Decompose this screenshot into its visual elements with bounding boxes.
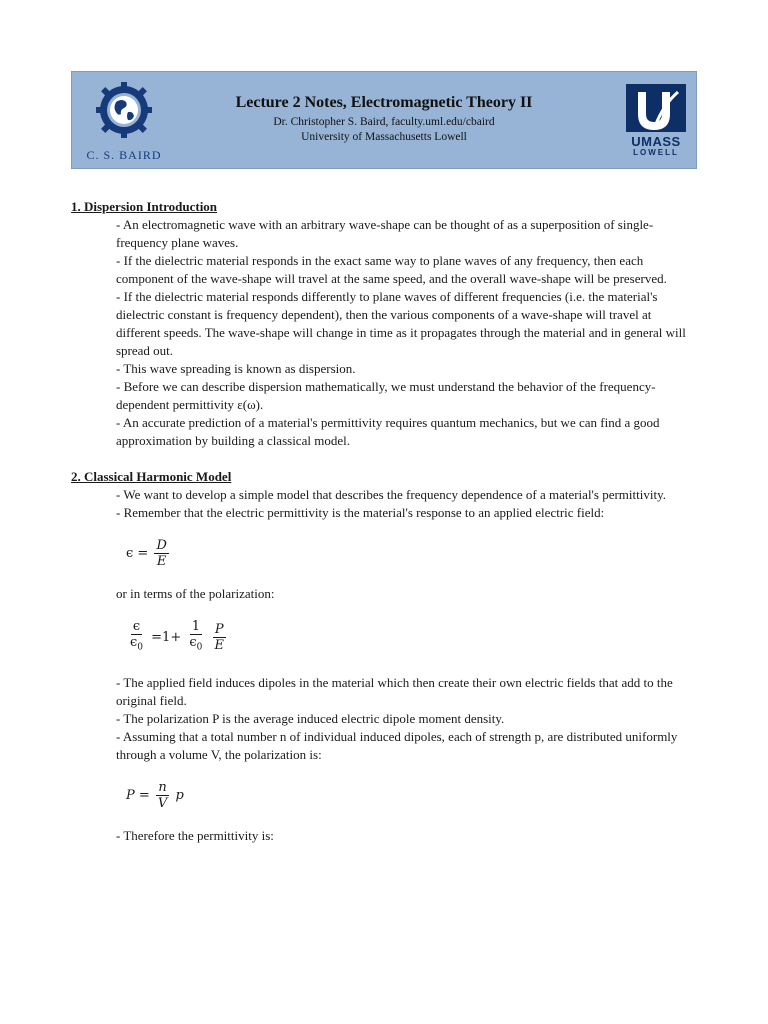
lecture-header bbox=[71, 71, 697, 169]
paragraph: - Remember that the electric permittivity is the material's response to an applied electric field: bbox=[116, 505, 605, 520]
logo-left-label: C. S. BAIRD bbox=[86, 148, 162, 162]
paragraph: - The polarization P is the average induced electric dipole moment density. bbox=[116, 710, 505, 726]
paragraph: - An electromagnetic wave with an arbitrary wave-shape can be thought of as a superposition of single-frequency plane waves. bbox=[116, 217, 654, 250]
gear-globe-icon bbox=[94, 80, 154, 144]
equation-polarization: P = $\frac{n}{V}$ p bbox=[126, 779, 184, 811]
institution-line: University of Massachusetts Lowell bbox=[301, 131, 467, 143]
section-heading-dispersion: 1. Dispersion Introduction bbox=[71, 199, 218, 214]
paragraph: - If the dielectric material responds in the exact same way to plane waves of any frequency, then each component of the wave-shape will travel at the same speed, and the overall wave-shape will be preserved. bbox=[116, 253, 667, 286]
paragraph: - The applied field induces dipoles in the material which then create their own electric fields that add to the original field. bbox=[116, 674, 673, 708]
equation-permittivity bbox=[126, 538, 699, 569]
header-text-block bbox=[182, 94, 586, 145]
author-line: Dr. Christopher S. Baird, faculty.uml.edu/cbaird bbox=[273, 116, 495, 128]
section-heading-harmonic: 2. Classical Harmonic Model bbox=[71, 469, 232, 484]
fraction: $\frac{1}{\epsilon_0}$ bbox=[189, 619, 203, 653]
document-title: Lecture 2 Notes, Electromagnetic Theory II bbox=[235, 94, 533, 111]
fraction: $\frac{\epsilon}{\epsilon_0}$ bbox=[130, 619, 144, 653]
lecture-body bbox=[71, 198, 699, 845]
fraction: $\frac{P}{E}$ bbox=[214, 621, 225, 653]
lowell-wordmark: LOWELL bbox=[633, 148, 679, 157]
umass-lowell-logo bbox=[626, 84, 686, 160]
equation-polarization-ratio: $\frac{\epsilon}{\epsilon_0}$ =1+ $\frac{1}{\epsilon_0}$ $\frac{P}{E}$ bbox=[126, 619, 699, 656]
paragraph: - An accurate prediction of a material's permittivity requires quantum mechanics, but we can find a good approximation by building a classical model. bbox=[116, 415, 660, 448]
paragraph: - This wave spreading is known as dispersion. bbox=[116, 361, 356, 376]
paragraph: - If the dielectric material responds differently to plane waves of different frequencies (i.e. the material's dielectric constant is frequency dependent), then the various components of a wave-shape will travel at different speeds. The wave-shape will change in time as it propagates through the material and in general will spread out. bbox=[116, 289, 686, 358]
fraction: $\frac{n}{V}$ bbox=[157, 779, 168, 811]
eq-lhs: ϵ = bbox=[126, 546, 149, 561]
paragraph: - Before we can describe dispersion mathematically, we must understand the behavior of the frequency-dependent permittivity ε(ω). bbox=[116, 379, 656, 412]
umass-mark-icon bbox=[626, 84, 686, 132]
fraction: $\frac{D}{E}$ bbox=[156, 538, 167, 569]
paragraph: - We want to develop a simple model that describes the frequency dependence of a material's permittivity. bbox=[116, 487, 666, 502]
paragraph: or in terms of the polarization: bbox=[116, 586, 275, 601]
cs-baird-logo bbox=[84, 80, 164, 164]
paragraph: - Assuming that a total number n of individual induced dipoles, each of strength p, are distributed uniformly through a volume V, the polarization is: bbox=[116, 728, 678, 762]
paragraph: - Therefore the permittivity is: bbox=[116, 827, 274, 843]
umass-wordmark: UMASS bbox=[631, 134, 681, 149]
